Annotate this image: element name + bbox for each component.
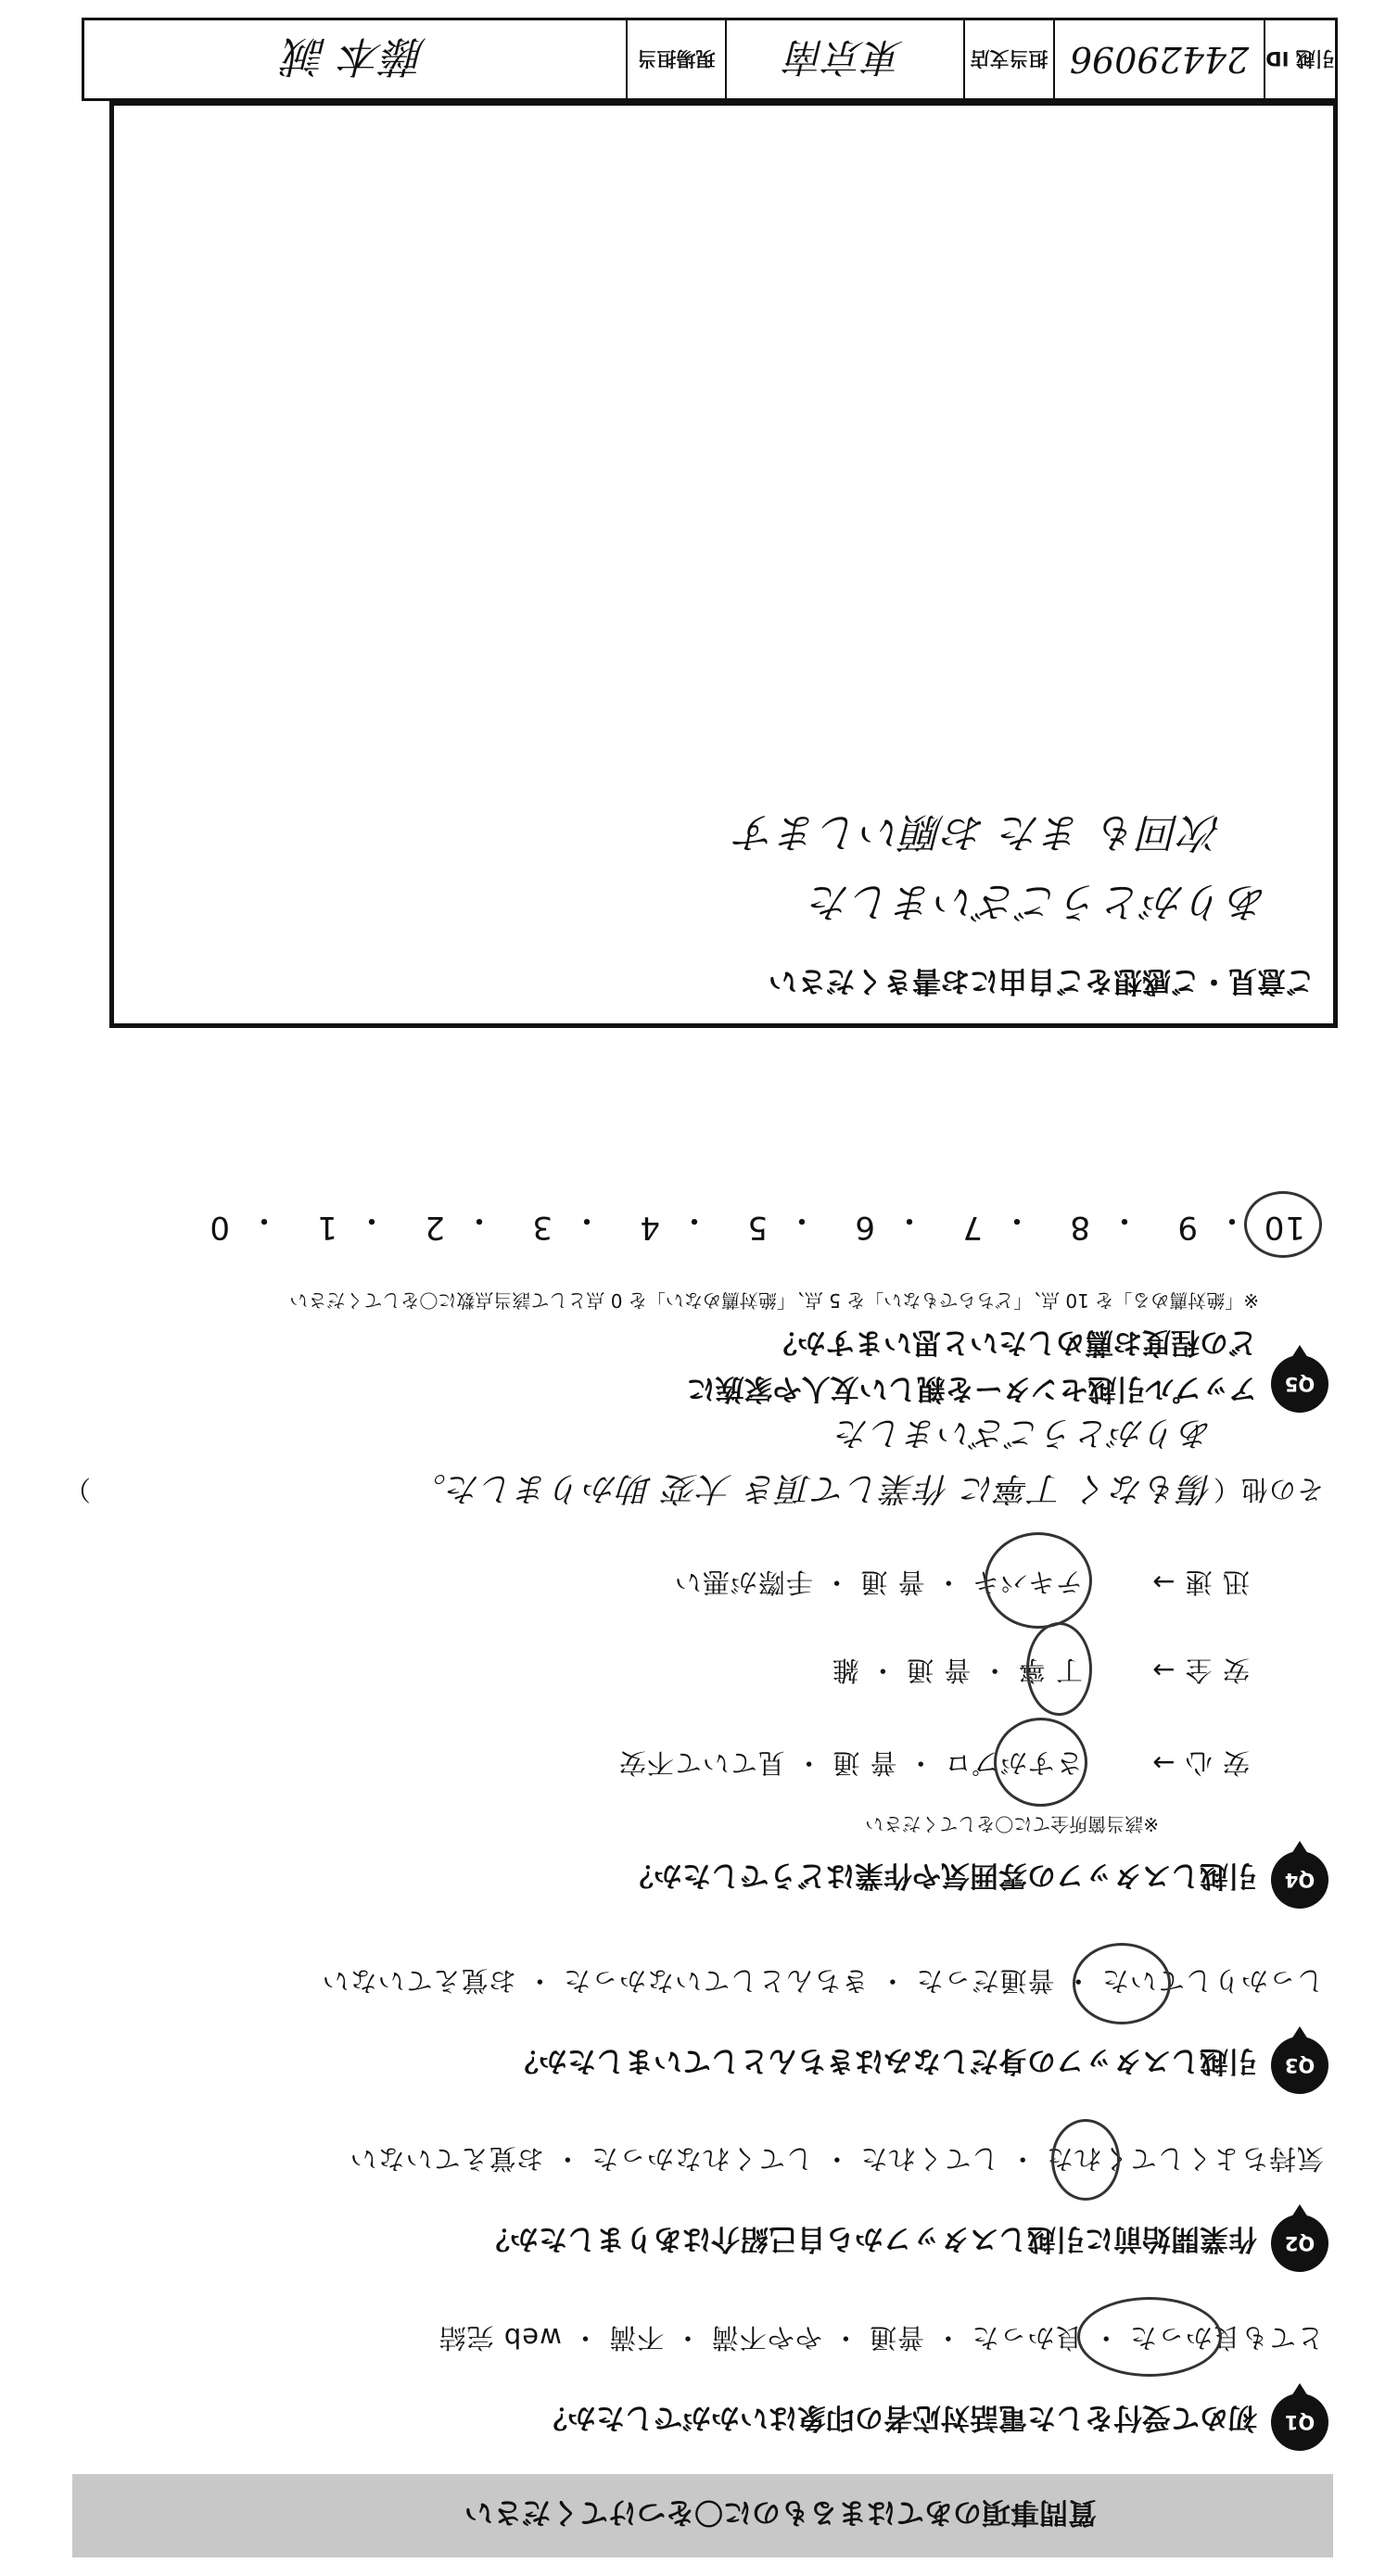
instruction-text: 質問事項のあてはまるものに〇をつけてください bbox=[464, 2495, 1097, 2530]
leader-label: 現場担当 bbox=[628, 20, 727, 98]
comment-handwritten-2: 次回も また お願いします bbox=[735, 808, 1222, 856]
q2-answer-circle bbox=[1051, 2119, 1120, 2201]
q4-other-close: ） bbox=[62, 1474, 91, 1505]
branch-label: 担当支店 bbox=[965, 20, 1055, 98]
q4-anzen-circle bbox=[1026, 1622, 1092, 1716]
score-2: 2 bbox=[424, 1209, 445, 1246]
q1-badge: Q1 bbox=[1271, 2393, 1328, 2451]
score-separator: ・ bbox=[785, 1201, 818, 1238]
q1-question: 初めて受付をした電話対応者の印象はいかがでしたか？ bbox=[539, 2401, 1257, 2434]
score-separator: ・ bbox=[1000, 1201, 1033, 1238]
score-selected-circle bbox=[1244, 1191, 1322, 1258]
q4-other-label: その他（ bbox=[1212, 1474, 1324, 1505]
q4-jinsoku-circle bbox=[985, 1532, 1092, 1629]
comment-label: ご意見・ご感想をご自由にお書きください bbox=[769, 964, 1315, 997]
q3-badge: Q3 bbox=[1271, 2037, 1328, 2094]
q2-question: 作業開始前に引越しスタッフから自己紹介はありましたか？ bbox=[481, 2222, 1257, 2255]
q5-score-scale bbox=[100, 1195, 1305, 1250]
score-separator: ・ bbox=[1215, 1201, 1248, 1238]
q4-note: ※該当箇所全てに〇をしてください bbox=[865, 1813, 1159, 1835]
q5-note: ※「絶対薦める」を 10 点、「どちらでもない」を 5 点、「絶対薦めない」を 0 点として該当点数に〇をしてください bbox=[289, 1289, 1259, 1312]
q5-question-line2: どの程度お薦めしたいと思いますか？ bbox=[769, 1326, 1257, 1359]
comment-box bbox=[109, 101, 1338, 1028]
q4-label-anzen: 安 全 → bbox=[1151, 1655, 1250, 1686]
score-separator: ・ bbox=[355, 1201, 388, 1238]
q3-answer-circle bbox=[1073, 1943, 1171, 2024]
q4-options-jinsoku: テキパキ ・ 普 通 ・ 手際が悪い bbox=[673, 1567, 1083, 1598]
q2-badge: Q2 bbox=[1271, 2214, 1328, 2272]
q4-anshin-circle bbox=[994, 1718, 1087, 1807]
score-9: 9 bbox=[1176, 1209, 1198, 1246]
q2-options: 気持ちよくしてくれた ・ してくれた ・ してくれなかった ・ お覚えていない bbox=[349, 2143, 1324, 2175]
q4-other-handwritten-2: ありがとうございました bbox=[834, 1414, 1213, 1452]
score-separator: ・ bbox=[893, 1201, 925, 1238]
score-8: 8 bbox=[1069, 1209, 1090, 1246]
score-1: 1 bbox=[316, 1209, 337, 1246]
q4-question: 引越しスタッフの雰囲気や作業はどうでしたか？ bbox=[625, 1859, 1257, 1892]
q1-answer-circle bbox=[1077, 2297, 1222, 2377]
id-label: 引越 ID bbox=[1265, 47, 1335, 70]
q4-label-anshin: 安 心 → bbox=[1151, 1747, 1250, 1779]
q4-options-anzen: 丁 寧 ・ 普 通 ・ 雑 bbox=[831, 1655, 1083, 1686]
score-separator: ・ bbox=[463, 1201, 495, 1238]
id-value: 24429096 bbox=[1055, 20, 1265, 98]
q3-options: しっかりしていた ・ 普通だった ・ きちんとしていなかった ・ お覚えていない bbox=[321, 1965, 1324, 1997]
score-0: 0 bbox=[209, 1209, 230, 1246]
score-separator: ・ bbox=[248, 1201, 280, 1238]
score-5: 5 bbox=[746, 1209, 768, 1246]
score-3: 3 bbox=[531, 1209, 553, 1246]
instruction-banner bbox=[72, 2474, 1333, 2557]
score-10: 10 bbox=[1263, 1209, 1305, 1246]
comment-handwritten-1: ありがとうございました bbox=[809, 878, 1268, 925]
score-separator: ・ bbox=[570, 1201, 603, 1238]
score-separator: ・ bbox=[678, 1201, 710, 1238]
staff-table bbox=[82, 18, 1338, 101]
q4-badge: Q4 bbox=[1271, 1851, 1328, 1909]
q3-question: 引越しスタッフの身だしなみはきちんとしていましたか？ bbox=[510, 2044, 1257, 2077]
branch-value: 東京南 bbox=[727, 20, 965, 98]
q4-label-jinsoku: 迅 速 → bbox=[1151, 1567, 1250, 1598]
q5-question-line1: アップル引越センターを親しい友人や家族に bbox=[686, 1372, 1257, 1405]
score-separator: ・ bbox=[1108, 1201, 1140, 1238]
score-6: 6 bbox=[854, 1209, 875, 1246]
score-7: 7 bbox=[961, 1209, 983, 1246]
leader-value: 藤本 誠 bbox=[84, 20, 628, 98]
q4-other-handwritten: 傷もなく 丁寧に 作業して頂き 大変 助かりました。 bbox=[412, 1469, 1213, 1507]
q4-options-anshin: さすがプロ ・ 普 通 ・ 見ていて不安 bbox=[617, 1747, 1083, 1779]
score-4: 4 bbox=[639, 1209, 660, 1246]
q5-badge: Q5 bbox=[1271, 1355, 1328, 1413]
q1-options: とても良かった ・ 良かった ・ 普通 ・ やや不満 ・ 不満 ・ web 完結 bbox=[438, 2322, 1324, 2354]
